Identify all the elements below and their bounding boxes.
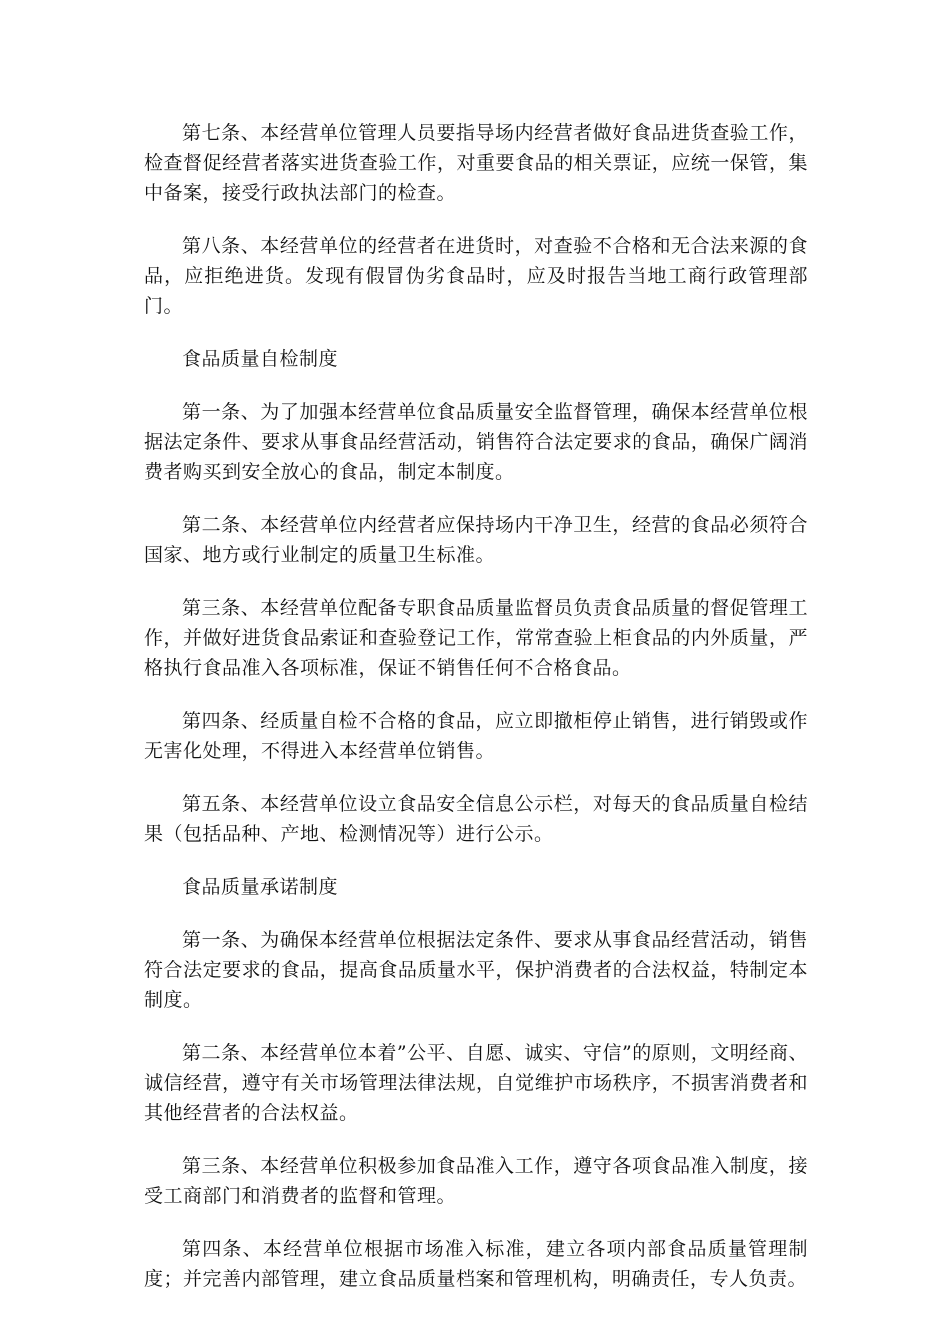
section-heading: 食品质量承诺制度 bbox=[182, 876, 339, 898]
document-body bbox=[144, 118, 808, 1317]
article-paragraph: 第一条、为了加强本经营单位食品质量安全监督管理，确保本经营单位根据法定条件、要求从事食品经营活动，销售符合法定要求的食品，确保广阔消费者购买到安全放心的食品，制定本制度。 bbox=[144, 401, 808, 483]
article-paragraph: 第二条、本经营单位本着”公平、自愿、诚实、守信”的原则，文明经商、诚信经营，遵守有关市场管理法律法规，自觉维护市场秩序，不损害消费者和其他经营者的合法权益。 bbox=[144, 1042, 808, 1124]
article-paragraph: 第三条、本经营单位配备专职食品质量监督员负责食品质量的督促管理工作，并做好进货食品索证和查验登记工作，常常查验上柜食品的内外质量，严格执行食品准入各项标准，保证不销售任何不合格食品。 bbox=[144, 597, 808, 679]
article-paragraph: 第四条、经质量自检不合格的食品，应立即撤柜停止销售，进行销毁或作无害化处理，不得进入本经营单位销售。 bbox=[144, 710, 808, 762]
section-heading: 食品质量自检制度 bbox=[182, 348, 339, 370]
article-paragraph: 第五条、本经营单位设立食品安全信息公示栏，对每天的食品质量自检结果（包括品种、产地、检测情况等）进行公示。 bbox=[144, 793, 808, 845]
article-paragraph: 第一条、为确保本经营单位根据法定条件、要求从事食品经营活动，销售符合法定要求的食品，提高食品质量水平，保护消费者的合法权益，特制定本制度。 bbox=[144, 929, 808, 1011]
article-paragraph: 第二条、本经营单位内经营者应保持场内干净卫生，经营的食品必须符合国家、地方或行业制定的质量卫生标准。 bbox=[144, 514, 808, 566]
article-paragraph: 第四条、本经营单位根据市场准入标准，建立各项内部食品质量管理制度；并完善内部管理，建立食品质量档案和管理机构，明确责任，专人负责。 bbox=[144, 1238, 808, 1290]
article-paragraph: 第八条、本经营单位的经营者在进货时，对查验不合格和无合法来源的食品，应拒绝进货。发现有假冒伪劣食品时，应及时报告当地工商行政管理部门。 bbox=[144, 235, 808, 317]
article-paragraph: 第七条、本经营单位管理人员要指导场内经营者做好食品进货查验工作，检查督促经营者落实进货查验工作，对重要食品的相关票证，应统一保管，集中备案，接受行政执法部门的检查。 bbox=[144, 122, 808, 204]
article-paragraph: 第三条、本经营单位积极参加食品准入工作，遵守各项食品准入制度，接受工商部门和消费者的监督和管理。 bbox=[144, 1155, 808, 1207]
